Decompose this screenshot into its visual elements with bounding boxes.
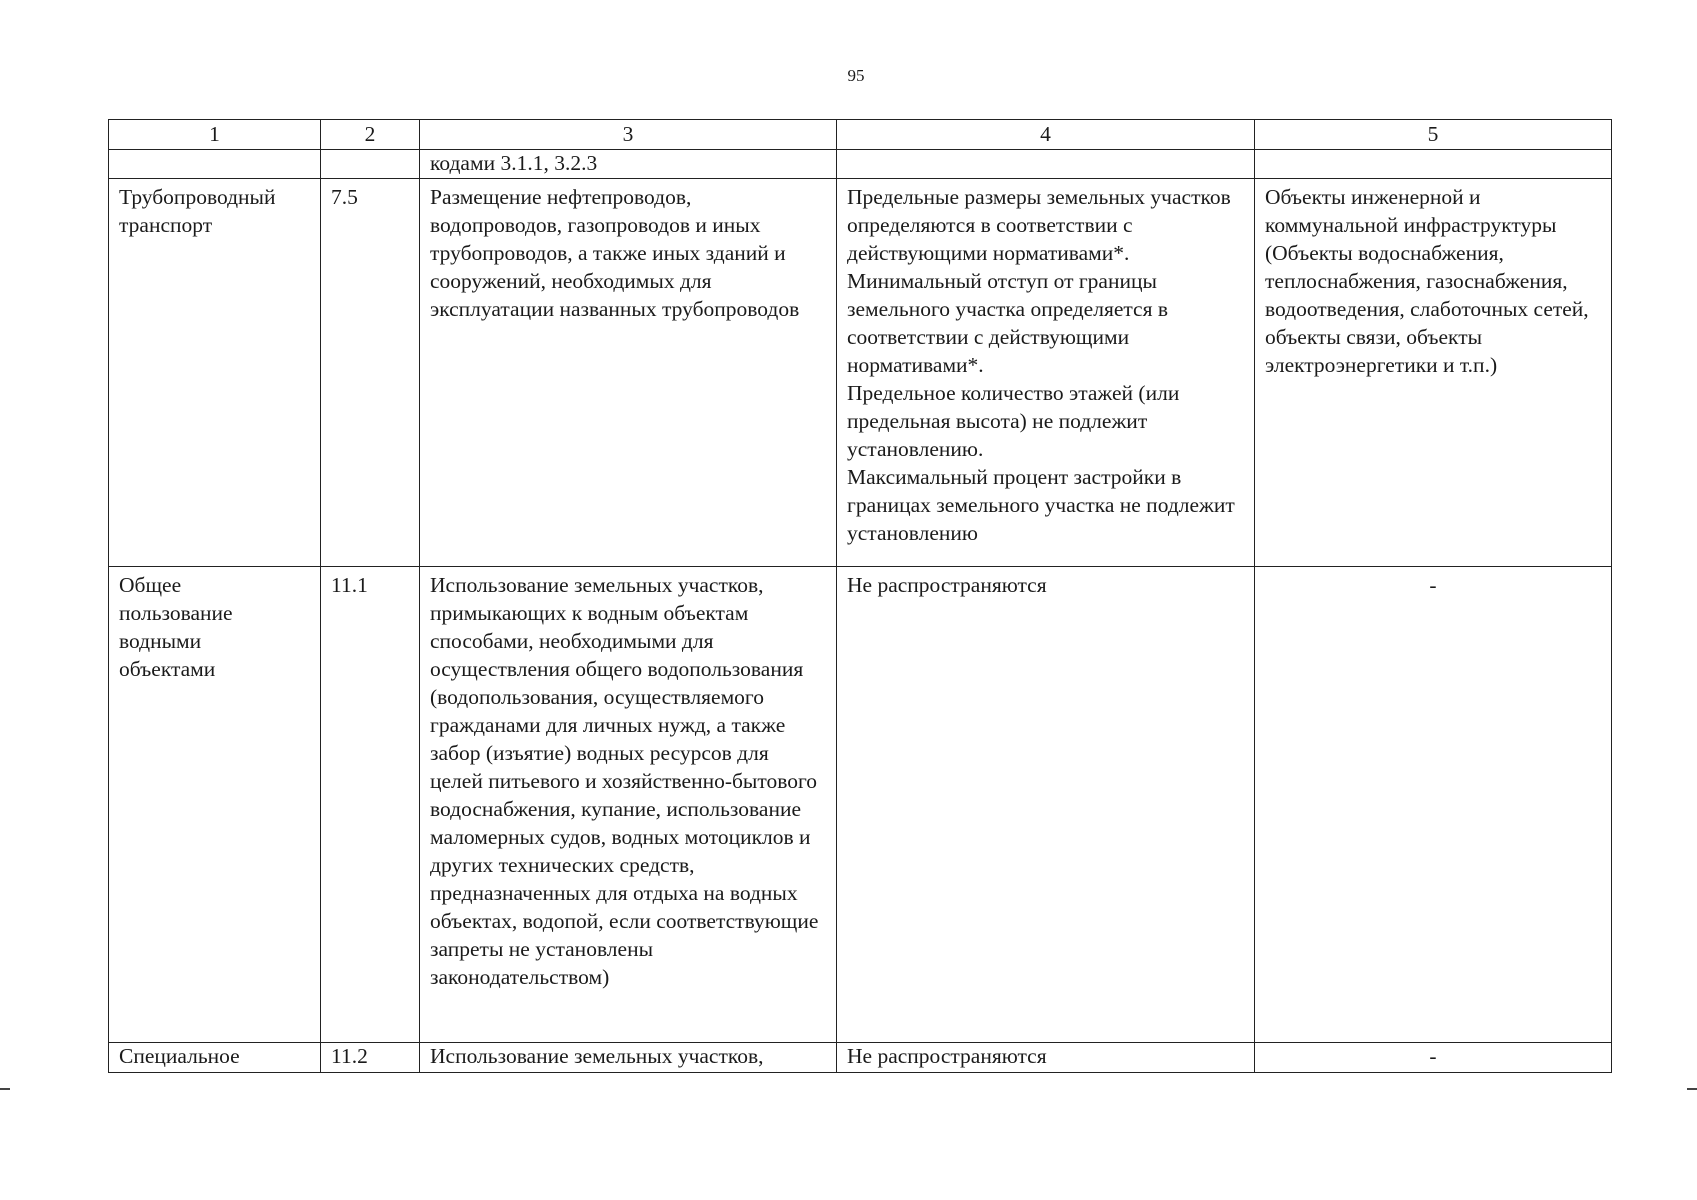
table-header-row	[109, 120, 1612, 150]
column-header: 2	[321, 120, 420, 150]
column-header: 4	[837, 120, 1255, 150]
scan-edge-mark-right	[1687, 1088, 1697, 1090]
use-name-cell	[109, 150, 321, 179]
parameters-cell: Не распространяются	[837, 1043, 1255, 1073]
use-code-cell: 7.5	[321, 179, 420, 567]
land-use-table	[108, 119, 1612, 1073]
parameters-cell: Предельные размеры земельных участков определяются в соответствии с действующими нормативами*. Минимальный отступ от границы земельного участка определяется в соответствии с действующими нормативами*. Предельное количество этажей (или предельная высота) не подлежит установлению. Максимальный процент застройки в границах земельного участка не подлежит установлению	[837, 179, 1255, 567]
auxiliary-cell	[1255, 150, 1612, 179]
table-row	[109, 1043, 1612, 1073]
table-row	[109, 150, 1612, 179]
use-code-cell: 11.1	[321, 567, 420, 1043]
auxiliary-cell: -	[1255, 567, 1612, 1043]
column-header: 5	[1255, 120, 1612, 150]
scan-edge-mark-left	[0, 1088, 10, 1090]
parameters-cell: Не распространяются	[837, 567, 1255, 1043]
use-name-cell: Трубопроводный транспорт	[109, 179, 321, 567]
use-name-cell: Специальное	[109, 1043, 321, 1073]
use-name-cell: Общее пользование водными объектами	[109, 567, 321, 1043]
use-description-cell: Использование земельных участков, примыкающих к водным объектам способами, необходимыми для осуществления общего водопользования (водопользования, осуществляемого гражданами для личных нужд, а также забор (изъятие) водных ресурсов для целей питьевого и хозяйственно-бытового водоснабжения, купание, использование маломерных судов, водных мотоциклов и других технических средств, предназначенных для отдыха на водных объектах, водопой, если соответствующие запреты не установлены законодательством)	[420, 567, 837, 1043]
use-description-cell: кодами 3.1.1, 3.2.3	[420, 150, 837, 179]
page-number: 95	[847, 66, 865, 85]
column-header: 1	[109, 120, 321, 150]
column-header: 3	[420, 120, 837, 150]
use-description-cell: Размещение нефтепроводов, водопроводов, газопроводов и иных трубопроводов, а также иных зданий и сооружений, необходимых для эксплуатации названных трубопроводов	[420, 179, 837, 567]
use-code-cell	[321, 150, 420, 179]
auxiliary-cell: -	[1255, 1043, 1612, 1073]
parameters-cell	[837, 150, 1255, 179]
use-code-cell: 11.2	[321, 1043, 420, 1073]
auxiliary-cell: Объекты инженерной и коммунальной инфраструктуры (Объекты водоснабжения, теплоснабжения, газоснабжения, водоотведения, слаботочных сетей, объекты связи, объекты электроэнергетики и т.п.)	[1255, 179, 1612, 567]
table-row	[109, 567, 1612, 1043]
table-row	[109, 179, 1612, 567]
use-description-cell: Использование земельных участков,	[420, 1043, 837, 1073]
